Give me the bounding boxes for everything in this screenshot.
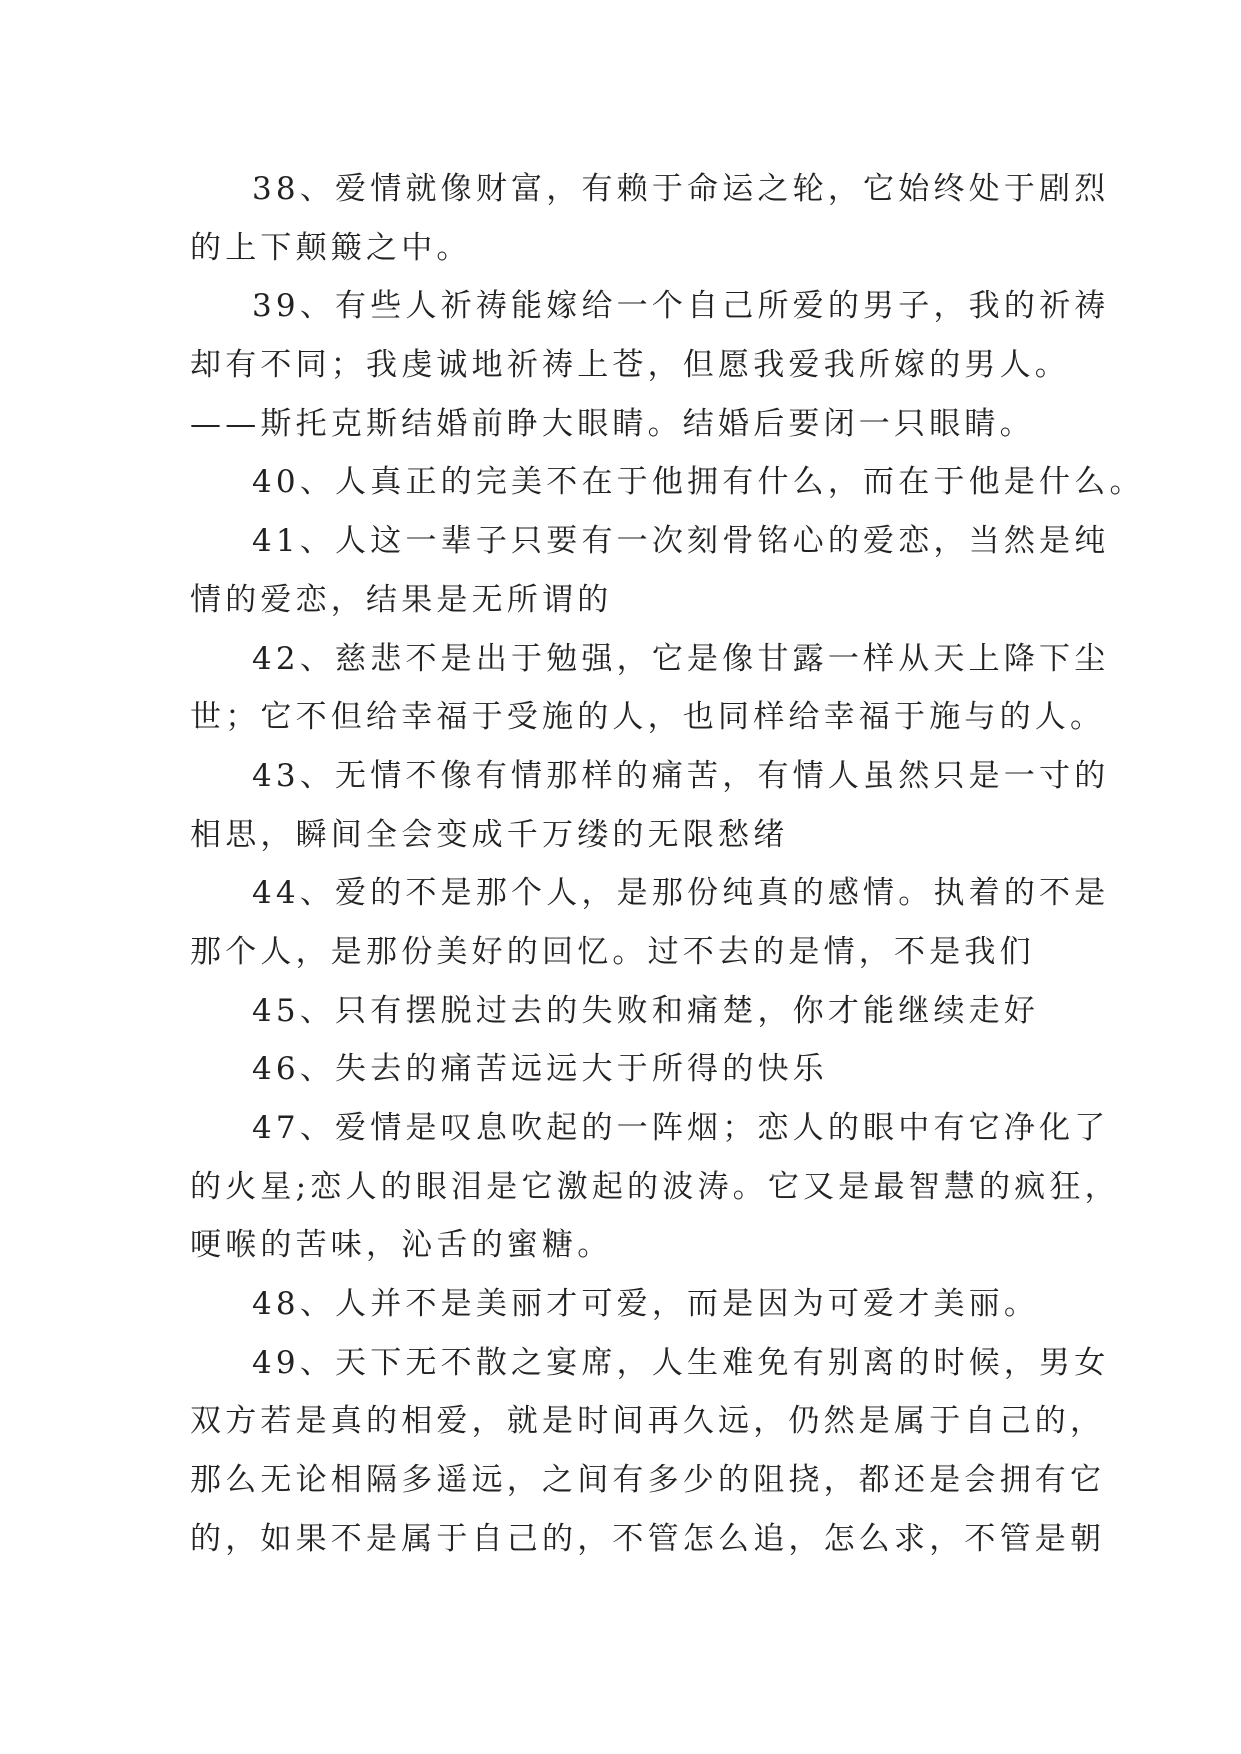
text-line: 的上下颠簸之中。 <box>190 229 472 266</box>
text-line: 世；它不但给幸福于受施的人，也同样给幸福于施与的人。 <box>190 699 1106 736</box>
text-line: 那么无论相隔多遥远，之间有多少的阻挠，都还是会拥有它 <box>190 1462 1106 1499</box>
text-line: 49、天下无不散之宴席，人生难免有别离的时候，男女 <box>252 1344 1110 1381</box>
text-line: 相思，瞬间全会变成千万缕的无限愁绪 <box>190 816 789 853</box>
text-line: 44、爱的不是那个人，是那份纯真的感情。执着的不是 <box>252 875 1110 912</box>
text-line: 却有不同；我虔诚地祈祷上苍，但愿我爱我所嫁的男人。 <box>190 347 1070 384</box>
text-line: 48、人并不是美丽才可爱，而是因为可爱才美丽。 <box>252 1286 1040 1323</box>
text-line: 那个人，是那份美好的回忆。过不去的是情，不是我们 <box>190 933 1035 970</box>
text-line: 哽喉的苦味，沁舌的蜜糖。 <box>190 1227 613 1264</box>
text-line: 40、人真正的完美不在于他拥有什么，而在于他是什么。 <box>252 464 1145 501</box>
text-line: 双方若是真的相爱，就是时间再久远，仍然是属于自己的， <box>190 1403 1106 1440</box>
text-line: 42、慈悲不是出于勉强，它是像甘露一样从天上降下尘 <box>252 640 1110 677</box>
text-line: 45、只有摆脱过去的失败和痛楚，你才能继续走好 <box>252 992 1040 1029</box>
text-line: 的，如果不是属于自己的，不管怎么追，怎么求，不管是朝 <box>190 1520 1106 1557</box>
text-line: 的火星;恋人的眼泪是它激起的波涛。它又是最智慧的疯狂， <box>190 1168 1120 1205</box>
text-line: 38、爱情就像财富，有赖于命运之轮，它始终处于剧烈 <box>252 171 1110 207</box>
text-line: 41、人这一辈子只要有一次刻骨铭心的爱恋，当然是纯 <box>252 523 1110 560</box>
text-line: 47、爱情是叹息吹起的一阵烟；恋人的眼中有它净化了 <box>252 1110 1110 1146</box>
text-line: 46、失去的痛苦远远大于所得的快乐 <box>252 1051 828 1088</box>
text-line: 情的爱恋，结果是无所谓的 <box>190 581 613 618</box>
text-line: 43、无情不像有情那样的痛苦，有情人虽然只是一寸的 <box>252 757 1110 794</box>
document-body <box>190 160 1145 1569</box>
text-line: 39、有些人祈祷能嫁给一个自己所爱的男子，我的祈祷 <box>252 288 1110 325</box>
text-line: ——斯托克斯结婚前睁大眼睛。结婚后要闭一只眼睛。 <box>190 405 1035 442</box>
